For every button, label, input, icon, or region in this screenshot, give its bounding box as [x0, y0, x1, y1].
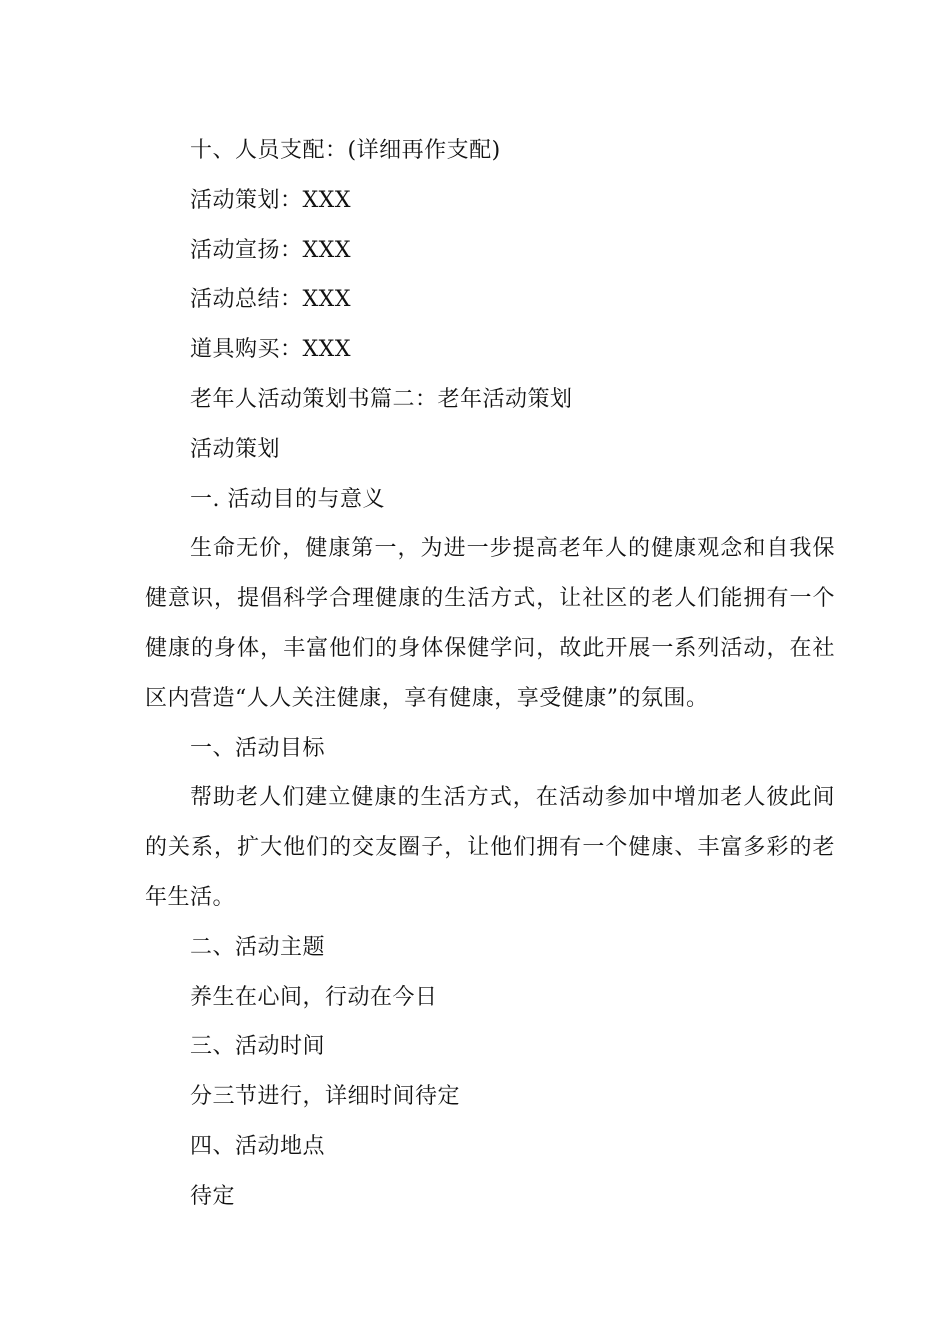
purpose-heading: 一. 活动目的与意义	[190, 486, 385, 512]
document-body	[145, 126, 835, 1222]
purpose-paragraph: 生命无价，健康第一，为进一步提高老年人的健康观念和自我保健意识，提倡科学合理健康的生活方式，让社区的老人们能拥有一个健康的身体，丰富他们的身体保健学问，故此开展一系列活动，在社区内营造“人人关注健康，享有健康，享受健康”的氛围。	[145, 536, 835, 711]
goal-paragraph: 帮助老人们建立健康的生活方式，在活动参加中增加老人彼此间的关系，扩大他们的交友圈子，让他们拥有一个健康、丰富多彩的老年生活。	[145, 785, 835, 910]
staff-promotion-line: 活动宣扬：XXX	[190, 237, 351, 263]
time-text: 分三节进行，详细时间待定	[190, 1084, 461, 1110]
theme-text: 养生在心间，行动在今日	[190, 984, 438, 1010]
place-text: 待定	[190, 1183, 236, 1209]
time-heading: 三、活动时间	[190, 1034, 326, 1060]
staff-summary-line: 活动总结：XXX	[190, 287, 351, 313]
goal-heading: 一、活动目标	[190, 735, 326, 761]
chapter-title: 老年人活动策划书篇二：老年活动策划	[190, 386, 573, 412]
staff-planning-line: 活动策划：XXX	[190, 187, 351, 213]
theme-heading: 二、活动主题	[190, 934, 326, 960]
section-staffing-heading: 十、人员支配：(详细再作支配)	[190, 138, 501, 163]
staff-purchase-line: 道具购买：XXX	[190, 337, 351, 363]
place-heading: 四、活动地点	[190, 1133, 326, 1159]
plan-title: 活动策划	[190, 436, 281, 462]
